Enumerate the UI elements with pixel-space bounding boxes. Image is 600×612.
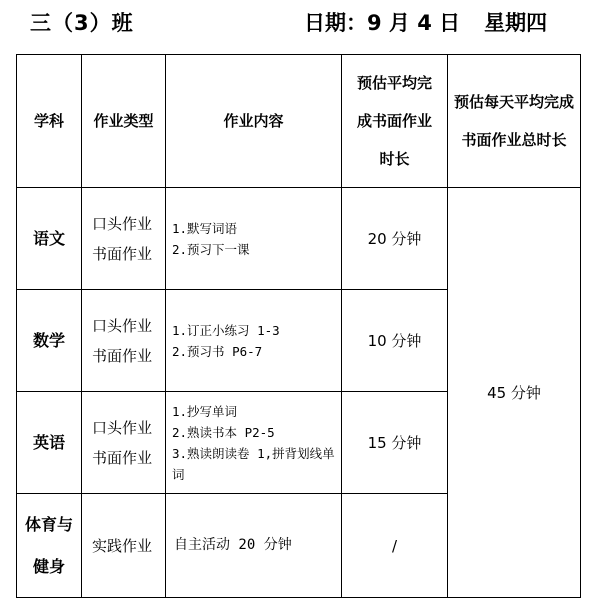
- subject-cell: 体育与健身: [17, 494, 82, 598]
- type-item: 口头作业: [92, 214, 153, 233]
- content-cell: [166, 392, 342, 494]
- date-line: [304, 7, 547, 37]
- content-item: 1.抄写单词: [172, 403, 238, 419]
- type-item: 书面作业: [92, 346, 153, 365]
- header-total-time: 预估每天平均完成书面作业总时长: [448, 55, 581, 188]
- time-cell: 20 分钟: [342, 188, 448, 290]
- content-item: 1.订正小练习 1-3: [172, 322, 280, 338]
- type-item: 口头作业: [92, 418, 153, 437]
- homework-table: [16, 54, 581, 598]
- table-header-row: [17, 55, 581, 188]
- type-item: 书面作业: [92, 244, 153, 263]
- weekday-text: 星期四: [484, 11, 548, 35]
- content-cell: [166, 290, 342, 392]
- type-cell: [82, 494, 166, 598]
- subject-cell: 英语: [17, 392, 82, 494]
- subject-cell: 语文: [17, 188, 82, 290]
- table-row: [17, 188, 581, 290]
- type-item: 书面作业: [92, 448, 153, 467]
- date-text: 日期：9 月 4 日: [304, 11, 461, 35]
- content-item: 2.熟读书本 P2-5: [172, 424, 275, 440]
- page-header: [0, 0, 600, 46]
- content-item: 2.预习下一课: [172, 241, 250, 257]
- content-item: 1.默写词语: [172, 220, 238, 236]
- type-item: 实践作业: [92, 536, 153, 555]
- header-subject: 学科: [17, 55, 82, 188]
- time-cell: /: [342, 494, 448, 598]
- type-cell: [82, 290, 166, 392]
- content-item: 2.预习书 P6-7: [172, 343, 263, 359]
- total-time-cell: 45 分钟: [448, 188, 581, 598]
- time-cell: 15 分钟: [342, 392, 448, 494]
- header-est-time: 预估平均完成书面作业时长: [342, 55, 448, 188]
- content-cell: [166, 494, 342, 598]
- header-content: 作业内容: [166, 55, 342, 188]
- content-item: 自主活动 20 分钟: [174, 537, 292, 553]
- type-item: 口头作业: [92, 316, 153, 335]
- content-cell: [166, 188, 342, 290]
- header-type: 作业类型: [82, 55, 166, 188]
- time-cell: 10 分钟: [342, 290, 448, 392]
- subject-cell: 数学: [17, 290, 82, 392]
- class-name: 三（3）班: [30, 11, 134, 35]
- type-cell: [82, 392, 166, 494]
- type-cell: [82, 188, 166, 290]
- content-item: 3.熟读朗读卷 1,拼背划线单词: [172, 445, 335, 482]
